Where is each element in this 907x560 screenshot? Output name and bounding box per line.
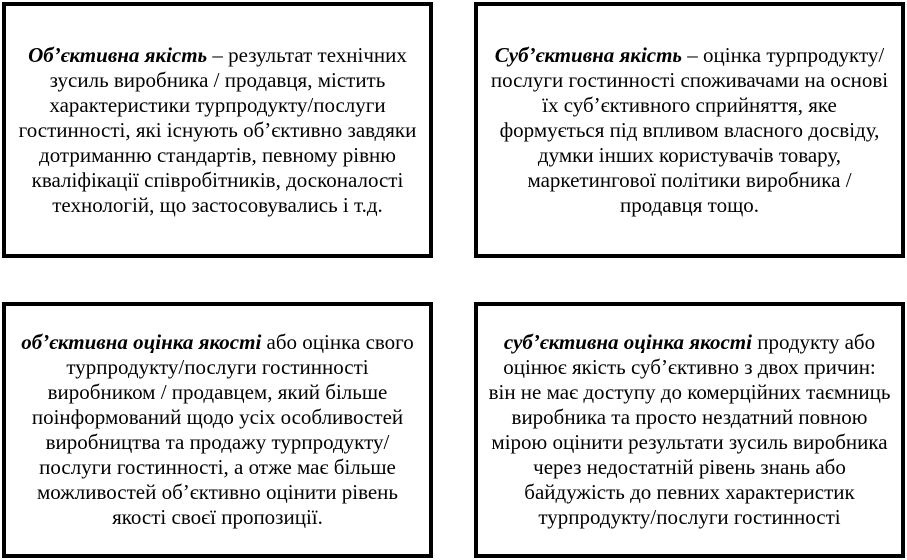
subjective-assessment-box [474,302,905,558]
subjective-quality-text: – оцінка турпродукту/послуги гостинності споживачами на основі їх суб’єктивного сприйняття, яке формується під впливом власного досвіду, думки інших користувачів товару, маркетингової політики виробника / продавця тощо. [490,42,889,217]
objective-quality-term: Об’єктивна якість [28,42,208,67]
subjective-quality-box [474,2,905,258]
subjective-quality-term: Суб’єктивна якість [494,42,683,67]
objective-assessment-box [2,302,433,558]
objective-quality-box [2,2,433,258]
objective-quality-definition [16,43,419,218]
objective-quality-text: – результат технічних зусиль виробника / продавця, містить характеристики турпродукту/послуги гостинності, які існують об’єктивно завдяки дотриманню стандартів, певному рівню кваліфікації співробітників, досконалості технологій, що застосовувались і т.д. [18,42,417,217]
subjective-assessment-text: продукту або оцінює якість суб’єктивно з двох причин: він не має доступу до комерційних таємниць виробника та просто нездатний повною мірою оцінити результати зусиль виробника через недостатній рівень знань або байдужість до певних характеристик турпродукту/послуги гостинності [488,330,891,529]
subjective-assessment-term: суб’єктивна оцінка якості [503,330,752,354]
objective-assessment-term: об’єктивна оцінка якості [21,330,262,354]
objective-assessment-text: або оцінка свого турпродукту/послуги гостинності виробником / продавцем, який більше поінформований щодо усіх особливостей виробництва та продажу турпродукту/послуги гостинності, а отже має більше можливостей об’єктивно оцінити рівень якості своєї пропозиції. [31,330,414,529]
subjective-assessment-definition [488,330,891,530]
subjective-quality-definition [488,43,891,218]
objective-assessment-definition [16,330,419,530]
